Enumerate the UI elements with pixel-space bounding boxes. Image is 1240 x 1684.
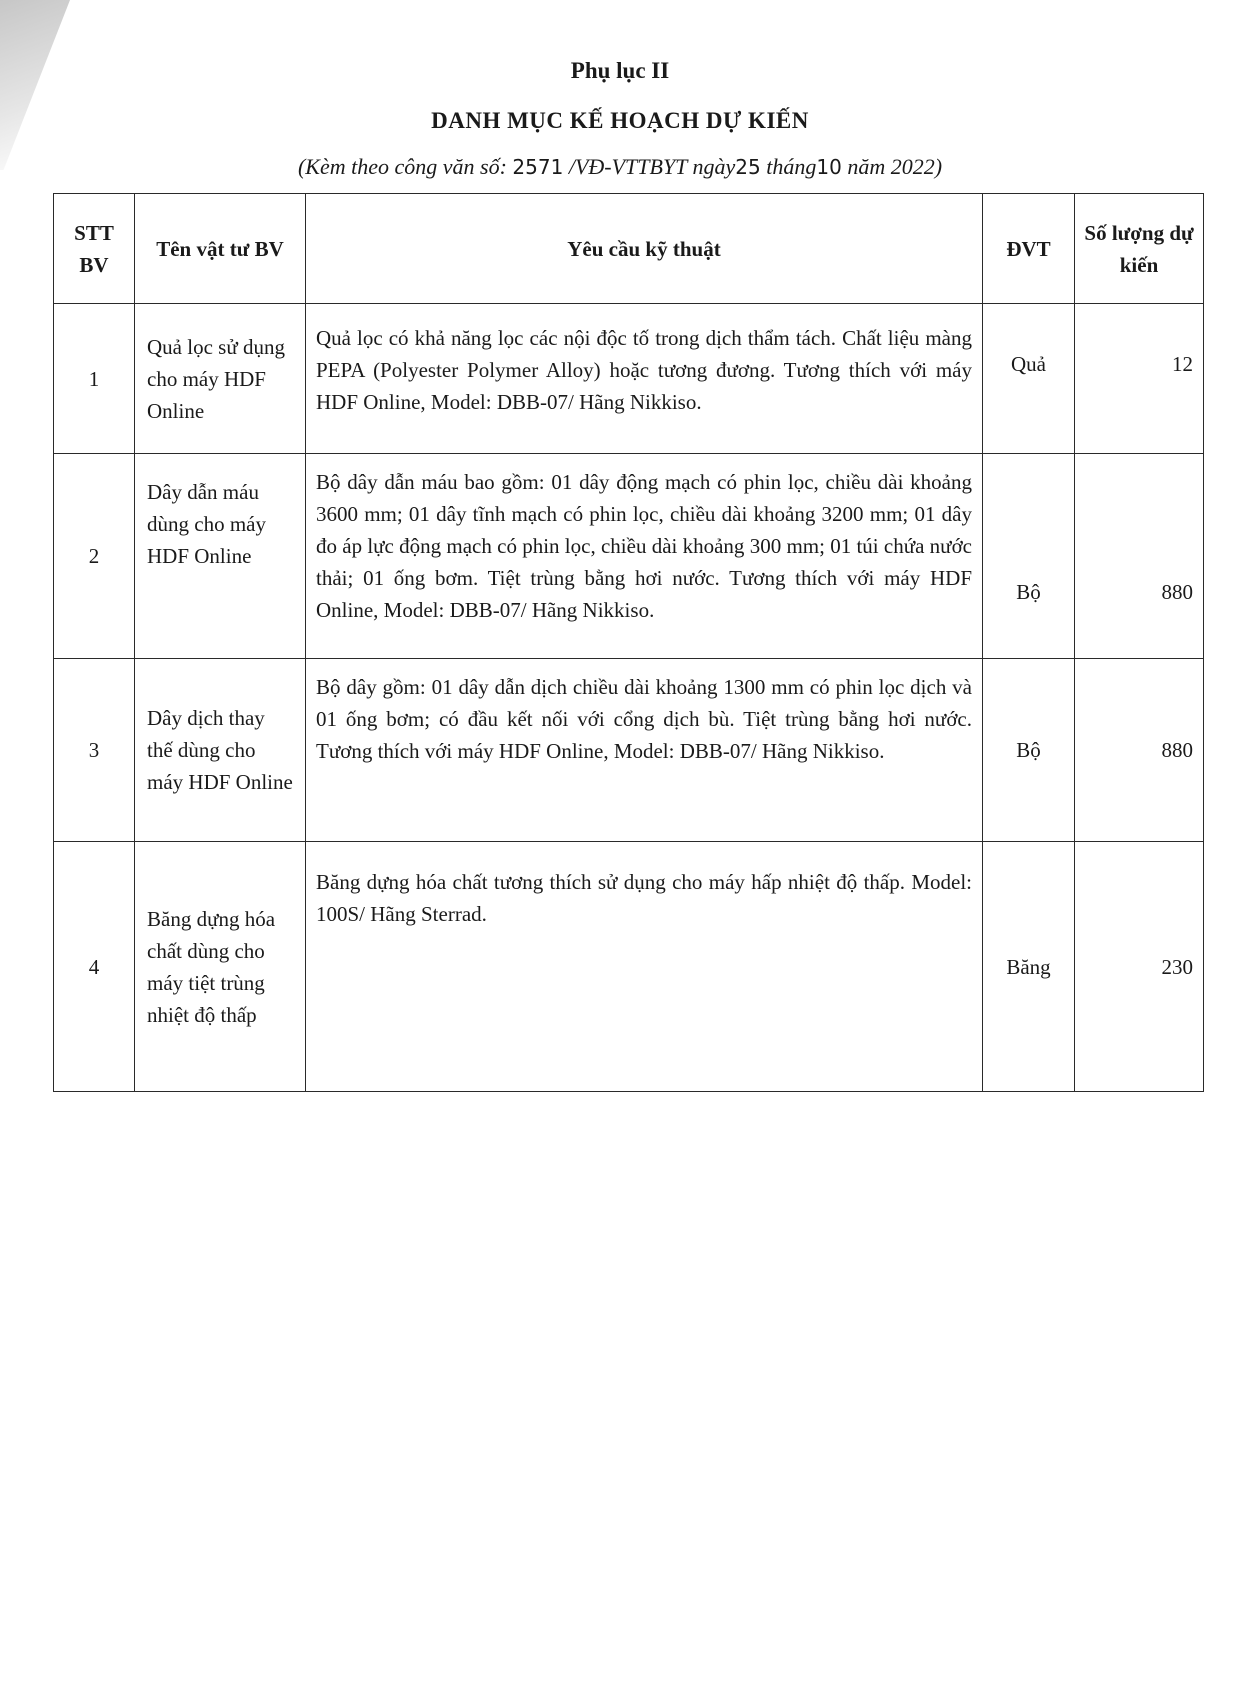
table-row bbox=[54, 659, 1204, 842]
document-title: DANH MỤC KẾ HOẠCH DỰ KIẾN bbox=[431, 108, 809, 133]
year-text: năm 2022) bbox=[847, 154, 943, 179]
row-stt: 1 bbox=[54, 304, 135, 454]
row-qty: 880 bbox=[1075, 659, 1204, 842]
plan-table bbox=[53, 193, 1204, 1092]
table-row bbox=[54, 304, 1204, 454]
row-unit: Bộ bbox=[983, 454, 1075, 659]
document-number-handwritten: 2571 bbox=[512, 155, 564, 179]
row-unit: Băng bbox=[983, 842, 1075, 1092]
appendix-title: Phụ lục II bbox=[570, 58, 670, 83]
row-item-name: Dây dịch thay thế dùng cho máy HDF Online bbox=[135, 659, 306, 842]
attachment-mid: /VĐ-VTTBYT ngày bbox=[568, 154, 736, 179]
month-label: tháng bbox=[766, 154, 817, 179]
scan-page-fold bbox=[0, 0, 70, 170]
row-spec: Bộ dây dẫn máu bao gồm: 01 dây động mạch có phin lọc, chiều dài khoảng 3600 mm; 01 dây tĩnh mạch có phin lọc, chiều dài khoảng 3200 mm; 01 dây đo áp lực động mạch có phin lọc, chiều dài khoảng 300 mm; 01 túi chứa nước thải; 01 ống bơm. Tiệt trùng bằng hơi nước. Tương thích với máy HDF Online, Model: DBB-07/ Hãng Nikkiso. bbox=[306, 454, 983, 659]
column-header-unit: ĐVT bbox=[983, 194, 1075, 304]
table-header-row bbox=[54, 194, 1204, 304]
row-item-name: Băng dựng hóa chất dùng cho máy tiệt trùng nhiệt độ thấp bbox=[135, 842, 306, 1092]
row-spec: Bộ dây gồm: 01 dây dẫn dịch chiều dài khoảng 1300 mm có phin lọc dịch và 01 ống bơm; có đầu kết nối với cổng dịch bù. Tiệt trùng bằng hơi nước. Tương thích với máy HDF Online, Model: DBB-07/ Hãng Nikkiso. bbox=[306, 659, 983, 842]
day-handwritten: 25 bbox=[735, 155, 761, 179]
row-item-name: Dây dẫn máu dùng cho máy HDF Online bbox=[135, 454, 306, 659]
row-spec: Quả lọc có khả năng lọc các nội độc tố trong dịch thẩm tách. Chất liệu màng PEPA (Polyester Polymer Alloy) hoặc tương đương. Tương thích với máy HDF Online, Model: DBB-07/ Hãng Nikkiso. bbox=[306, 304, 983, 454]
attachment-prefix: (Kèm theo công văn số: bbox=[297, 154, 507, 179]
row-stt: 2 bbox=[54, 454, 135, 659]
row-unit: Bộ bbox=[983, 659, 1075, 842]
column-header-qty: Số lượng dự kiến bbox=[1075, 194, 1204, 304]
month-handwritten: 10 bbox=[816, 155, 842, 179]
row-stt: 4 bbox=[54, 842, 135, 1092]
row-qty: 880 bbox=[1075, 454, 1204, 659]
column-header-name: Tên vật tư BV bbox=[135, 194, 306, 304]
row-item-name: Quả lọc sử dụng cho máy HDF Online bbox=[135, 304, 306, 454]
table-row bbox=[54, 454, 1204, 659]
row-qty: 230 bbox=[1075, 842, 1204, 1092]
row-spec: Băng dựng hóa chất tương thích sử dụng cho máy hấp nhiệt độ thấp. Model: 100S/ Hãng Sterrad. bbox=[306, 842, 983, 1092]
column-header-stt: STT BV bbox=[54, 194, 135, 304]
table-row bbox=[54, 842, 1204, 1092]
attachment-reference bbox=[0, 154, 1240, 180]
row-qty: 12 bbox=[1075, 304, 1204, 454]
row-unit: Quả bbox=[983, 304, 1075, 454]
row-stt: 3 bbox=[54, 659, 135, 842]
column-header-spec: Yêu cầu kỹ thuật bbox=[306, 194, 983, 304]
